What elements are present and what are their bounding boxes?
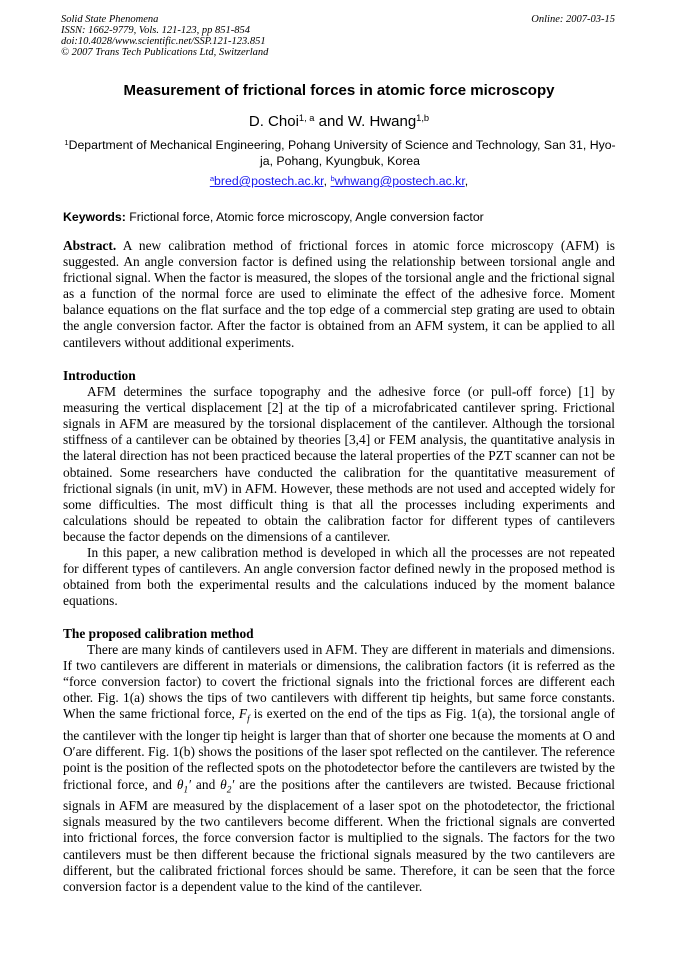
author-superscript: 1, a xyxy=(298,112,315,123)
theta1-symbol: $\theta_1'$ xyxy=(176,776,192,796)
email-trailing-comma: , xyxy=(464,174,469,188)
section-heading: The proposed calibration method xyxy=(63,626,254,641)
email-line xyxy=(0,174,678,188)
method-section xyxy=(63,626,615,895)
affiliation xyxy=(62,137,618,169)
introduction-section xyxy=(63,368,615,609)
paragraph-text: is exerted on the end of the tips as Fig. 1(a), the torsional angle of the cantilever with the longer tip height is larger than that of shorter one because the moments at O and O′are different. Fig. 1(b) shows the positions of the laser spot reflected on the cantilever. The reference point is the position of the reflected spots on the photodetector before the cantilevers are twisted by the frictional force, and xyxy=(63,706,615,792)
email-separator: , xyxy=(323,174,331,188)
paragraph-text: There are many kinds of cantilevers used in AFM. They are different in materials and dimensions. If two cantilevers are different in materials or dimensions, the calibration factors (it is referred as the “force conversion factor) to covert the frictional signals into the frictional forces are different each other. Fig. 1(a) shows the tips of two cantilevers with different tip heights, but same force constants. When the same frictional force, xyxy=(63,642,615,722)
theta2-symbol: $\theta_2'$ xyxy=(220,776,235,796)
email-address: whwang@postech.ac.kr xyxy=(334,174,465,188)
author-name: W. Hwang xyxy=(347,113,417,130)
author-name: D. Choi xyxy=(248,113,299,130)
affiliation-text: Department of Mechanical Engineering, Pohang University of Science and Technology, San 31, Hyo-ja, Pohang, Kyungbuk, Korea xyxy=(68,138,616,168)
abstract-text: A new calibration method of frictional forces in atomic force microscopy (AFM) is suggested. An angle conversion factor is defined using the relationship between torsional angle and frictional signal. When the factor is measured, the slopes of the torsional angle and the frictional signal as a function of the normal force are used to eliminate the effect of the adhesive force. Moment balance equations on the flat surface and the top edge of a commercial step grating are used to obtain the angle conversion factor. After the factor is obtained from an AFM system, it can be applied to all cantilevers without additional experiments. xyxy=(63,238,615,350)
email-address: bred@postech.ac.kr xyxy=(214,174,324,188)
keywords xyxy=(63,210,484,224)
author-line xyxy=(0,113,678,130)
paragraph xyxy=(63,642,615,895)
paragraph-text: are the positions after the cantilevers are twisted. Because frictional signals in AFM are measured by the displacement of a laser spot on the photodetector, the frictional signals measured by the two cantilevers become different. When the frictional signals are converted into frictional forces, the force conversion factor is multiplied to the signals. The factors for the two cantilevers must be then different because the frictional signals measured by the two cantilevers are different, but the calibrated frictional forces should be same. Therefore, it can be seen that the force conversion factor is a dependent value to the kind of the cantilever. xyxy=(63,776,616,894)
email-superscript: b xyxy=(330,173,335,183)
paragraph: In this paper, a new calibration method is developed in which all the processes are not repeated for different types of cantilevers. An angle conversion factor defined newly in the proposed method is obtained from both the experimental results and the calculations induced by the moment balance equations. xyxy=(63,545,615,609)
affiliation-superscript: 1 xyxy=(64,137,69,147)
online-date: Online: 2007-03-15 xyxy=(531,14,615,25)
author-conjunction: and xyxy=(314,113,348,130)
abstract-label: Abstract. xyxy=(63,238,117,253)
keywords-text: Frictional force, Atomic force microscopy, Angle conversion factor xyxy=(125,210,484,224)
copyright-line: © 2007 Trans Tech Publications Ltd, Switzerland xyxy=(61,47,269,58)
author-superscript: 1,b xyxy=(416,112,430,123)
doi-line: doi:10.4028/www.scientific.net/SSP.121-123.851 xyxy=(61,36,266,47)
email-link[interactable] xyxy=(210,174,324,188)
journal-name: Solid State Phenomena xyxy=(61,14,159,25)
issn-line: ISSN: 1662-9779, Vols. 121-123, pp 851-854 xyxy=(61,25,250,36)
email-link[interactable] xyxy=(330,174,464,188)
email-superscript: a xyxy=(209,173,215,183)
frictional-force-symbol: $F_f$ xyxy=(238,706,250,726)
section-heading: Introduction xyxy=(63,368,136,383)
keywords-label: Keywords: xyxy=(63,210,126,224)
paragraph-text: and xyxy=(191,776,221,792)
abstract xyxy=(63,238,615,351)
journal-header xyxy=(61,14,268,58)
paragraph: AFM determines the surface topography and the adhesive force (or pull-off force) [1] by measuring the vertical displacement [2] at the tip of a microfabricated cantilever spring. Frictional signals in AFM are measured by the torsional displacement of the cantilever. Although the torsional stiffness of a cantilever can be obtained by theories [3,4] or FEM analysis, the quantitative analysis in the lateral direction has not been practiced because the lateral properties of the PZT scanner can not be obtained. Some researchers have conducted the calibration for the quantitative measurement of frictional signals (in unit, mV) in AFM. However, these methods are not used and accepted widely for some difficulties. The most difficult thing is that all the processes including experiments and calculations should be repeated to obtain the calibration factor for different types of cantilevers because the factor depends on the dimensions of a cantilever. xyxy=(63,384,615,544)
paper-title: Measurement of frictional forces in atomic force microscopy xyxy=(123,82,555,99)
